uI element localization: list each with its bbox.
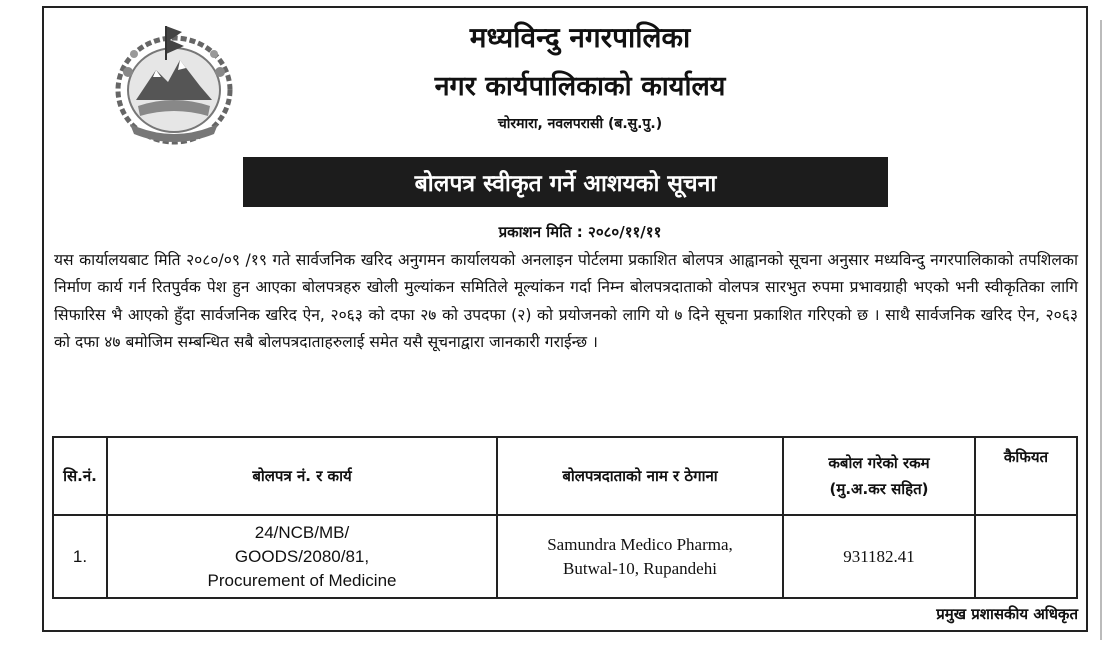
header-amount-line1: कबोल गरेको रकम bbox=[828, 454, 930, 472]
notice-title: बोलपत्र स्वीकृत गर्ने आशयको सूचना bbox=[414, 171, 717, 197]
header-bidder: बोलपत्रदाताको नाम र ठेगाना bbox=[497, 437, 783, 515]
cell-amount: 931182.41 bbox=[783, 515, 975, 598]
cell-bidder-line2: Butwal-10, Rupandehi bbox=[563, 558, 717, 578]
header-amount bbox=[783, 437, 975, 515]
cell-work-line1: 24/NCB/MB/ bbox=[254, 522, 350, 542]
table-row bbox=[53, 515, 1077, 598]
header-amount-line2: (मु.अ.कर सहित) bbox=[829, 480, 929, 498]
office-address: चोरमारा, नवलपरासी (ब.सु.पु.) bbox=[497, 116, 663, 132]
cell-bidder bbox=[497, 515, 783, 598]
org-name: मध्यविन्दु नगरपालिका bbox=[469, 21, 691, 54]
bid-table bbox=[52, 436, 1078, 599]
cell-bidder-line1: Samundra Medico Pharma, bbox=[547, 534, 733, 554]
cell-work bbox=[107, 515, 497, 598]
office-name: नगर कार्यपालिकाको कार्यालय bbox=[434, 71, 726, 102]
nepal-government-emblem-icon bbox=[108, 20, 240, 150]
page-edge-line bbox=[1100, 20, 1102, 640]
header-sn: सि.नं. bbox=[53, 437, 107, 515]
cell-sn: 1. bbox=[53, 515, 107, 598]
notice-title-bar bbox=[243, 157, 888, 207]
table-header-row bbox=[53, 437, 1077, 515]
header-remarks: कैफियत bbox=[975, 437, 1077, 515]
publication-date: प्रकाशन मिति : २०८०/११/११ bbox=[498, 223, 662, 241]
header-work: बोलपत्र नं. र कार्य bbox=[107, 437, 497, 515]
cell-remarks bbox=[975, 515, 1077, 598]
notice-body: यस कार्यालयबाट मिति २०८०/०९ /१९ गते सार्वजनिक खरिद अनुगमन कार्यालयको अनलाइन पोर्टलमा प्रकाशित बोलपत्र आह्वानको सूचना अनुसार मध्यविन्दु नगरपालिकाको तपशिलका निर्माण कार्य गर्न रितपुर्वक पेश हुन आएका बोलपत्रहरु खोली मुल्यांकन समितिले मूल्यांकन गर्दा निम्न बोलपत्रदाताको वोलपत्र सारभुत रुपमा प्रभावग्राही भएको भनी स्वीकृतिका लागि सिफारिस भै आएको हुँदा सार्वजनिक खरिद ऐन, २०६३ को दफा २७ को उपदफा (२) को प्रयोजनको लागि यो ७ दिने सूचना प्रकाशित गरिएको छ । साथै सार्वजनिक खरिद ऐन, २०६३ को दफा ४७ बमोजिम सम्बन्धित सबै बोलपत्रदाताहरुलाई समेत यसै सूचनाद्वारा जानकारी गराईन्छ । bbox=[54, 251, 1078, 352]
cell-work-line3: Procurement of Medicine bbox=[207, 570, 397, 590]
cell-work-line2: GOODS/2080/81, bbox=[234, 546, 370, 566]
signature: प्रमुख प्रशासकीय अधिकृत bbox=[936, 605, 1078, 623]
